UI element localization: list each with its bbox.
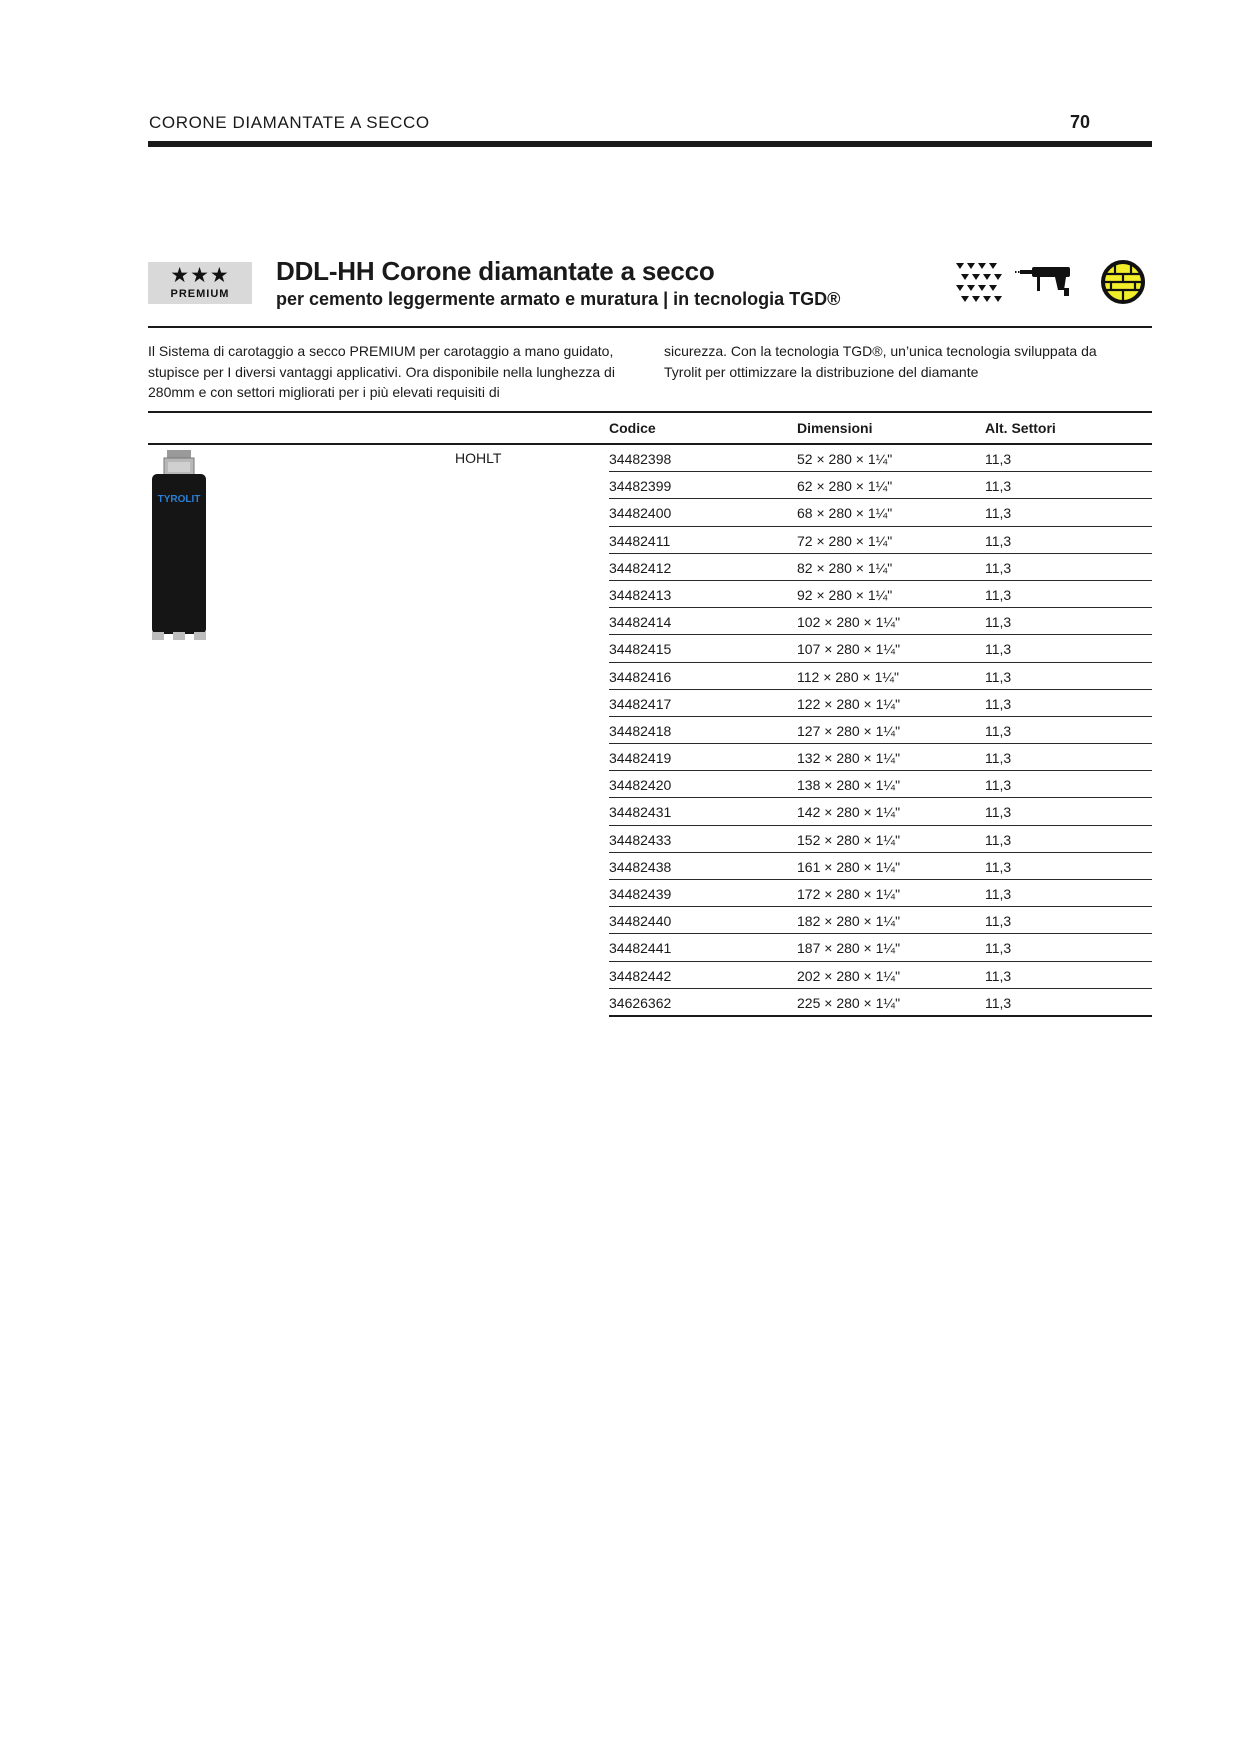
table-row bbox=[609, 554, 1152, 581]
cell-dimensions: 102 × 280 × 1¼" bbox=[797, 614, 901, 631]
cell-dimensions: 172 × 280 × 1¼" bbox=[797, 886, 901, 902]
product-title: DDL-HH Corone diamantate a secco bbox=[276, 256, 715, 286]
cell-dimensions: 122 × 280 × 1¼" bbox=[797, 695, 901, 712]
cell-segment-height: 11,3 bbox=[985, 750, 1012, 767]
table-row bbox=[609, 472, 1152, 499]
cell-code: 34482420 bbox=[609, 777, 672, 794]
cell-dimensions: 112 × 280 × 1¼" bbox=[797, 668, 900, 685]
table-row bbox=[609, 880, 1152, 907]
tyrolit-logo: TYROLIT bbox=[157, 494, 201, 505]
premium-badge bbox=[148, 262, 252, 304]
cell-dimensions: 187 × 280 × 1¼" bbox=[797, 940, 901, 957]
product-subtitle: per cemento leggermente armato e muratura | in tecnologia TGD® bbox=[276, 289, 841, 309]
cell-dimensions: 225 × 280 × 1¼" bbox=[797, 994, 901, 1011]
table-row bbox=[609, 853, 1152, 880]
cell-dimensions: 152 × 280 × 1¼" bbox=[797, 831, 901, 848]
cell-dimensions: 107 × 280 × 1¼" bbox=[797, 641, 901, 658]
description-rule bbox=[148, 411, 1152, 413]
cell-dimensions: 182 × 280 × 1¼" bbox=[797, 913, 901, 930]
description-column-1: Il Sistema di carotaggio a secco PREMIUM per carotaggio a mano guidato, stupisce per I diversi vantaggi applicativi. Ora disponibile nella lunghezza di 280mm e con settori migliorati per i più elevati requisiti di bbox=[148, 343, 615, 400]
cell-code: 34482441 bbox=[609, 940, 672, 957]
cell-segment-height: 11,3 bbox=[985, 559, 1012, 576]
table-row bbox=[609, 934, 1152, 961]
cell-segment-height: 11,3 bbox=[985, 695, 1012, 712]
type-label: HOHLT bbox=[455, 450, 502, 466]
cell-code: 34482415 bbox=[609, 641, 672, 658]
cell-code: 34482431 bbox=[609, 804, 672, 821]
description-column-2: sicurezza. Con la tecnologia TGD®, un’unica tecnologia sviluppata da Tyrolit per ottimizzare la distribuzione del diamante bbox=[664, 343, 1097, 380]
cell-dimensions: 72 × 280 × 1¼" bbox=[797, 532, 893, 549]
cell-segment-height: 11,3 bbox=[985, 994, 1012, 1011]
cell-code: 34482440 bbox=[609, 913, 672, 930]
reinforced-concrete-icon bbox=[956, 263, 1002, 302]
cell-dimensions: 161 × 280 × 1¼" bbox=[797, 858, 901, 875]
product-table bbox=[609, 445, 1152, 1017]
cell-dimensions: 132 × 280 × 1¼" bbox=[797, 750, 901, 767]
cell-dimensions: 142 × 280 × 1¼" bbox=[797, 804, 901, 821]
cell-segment-height: 11,3 bbox=[985, 913, 1012, 930]
cell-segment-height: 11,3 bbox=[985, 614, 1012, 631]
premium-stars: ★★★ bbox=[170, 264, 230, 287]
cell-dimensions: 68 × 280 × 1¼" bbox=[797, 505, 893, 522]
section-title: CORONE DIAMANTATE A SECCO bbox=[149, 113, 430, 132]
application-icons bbox=[955, 260, 1155, 310]
cell-segment-height: 11,3 bbox=[985, 967, 1012, 984]
cell-segment-height: 11,3 bbox=[985, 777, 1012, 794]
page-number: 70 bbox=[1069, 112, 1090, 132]
drill-icon bbox=[1015, 267, 1070, 296]
cell-code: 34482414 bbox=[609, 614, 672, 631]
table-row bbox=[609, 989, 1152, 1017]
table-row bbox=[609, 527, 1152, 554]
cell-dimensions: 138 × 280 × 1¼" bbox=[797, 777, 901, 794]
cell-code: 34482438 bbox=[609, 858, 672, 875]
table-row bbox=[609, 798, 1152, 825]
table-row bbox=[609, 962, 1152, 989]
cell-code: 34482419 bbox=[609, 750, 672, 767]
cell-segment-height: 11,3 bbox=[985, 831, 1012, 848]
cell-dimensions: 62 × 280 × 1¼" bbox=[797, 478, 893, 495]
column-header-code: Codice bbox=[609, 420, 656, 436]
cell-segment-height: 11,3 bbox=[985, 532, 1012, 549]
cell-code: 34482439 bbox=[609, 886, 672, 902]
header-rule bbox=[148, 141, 1152, 147]
cell-segment-height: 11,3 bbox=[985, 940, 1012, 957]
table-row bbox=[609, 717, 1152, 744]
cell-code: 34482412 bbox=[609, 559, 672, 576]
table-row bbox=[609, 826, 1152, 853]
heading-rule bbox=[148, 326, 1152, 328]
cell-dimensions: 92 × 280 × 1¼" bbox=[797, 586, 893, 603]
cell-dimensions: 202 × 280 × 1¼" bbox=[797, 967, 901, 984]
table-row bbox=[609, 663, 1152, 690]
table-row bbox=[609, 690, 1152, 717]
cell-segment-height: 11,3 bbox=[985, 451, 1012, 467]
table-row bbox=[609, 581, 1152, 608]
cell-code: 34482399 bbox=[609, 478, 672, 495]
cell-dimensions: 127 × 280 × 1¼" bbox=[797, 722, 901, 739]
cell-code: 34482418 bbox=[609, 722, 672, 739]
table-row bbox=[609, 907, 1152, 934]
table-row bbox=[609, 771, 1152, 798]
cell-code: 34482411 bbox=[609, 532, 671, 549]
cell-segment-height: 11,3 bbox=[985, 858, 1012, 875]
table-row bbox=[609, 608, 1152, 635]
cell-code: 34482398 bbox=[609, 451, 672, 467]
cell-segment-height: 11,3 bbox=[985, 804, 1012, 821]
table-row bbox=[609, 635, 1152, 662]
premium-label: PREMIUM bbox=[170, 288, 230, 300]
cell-segment-height: 11,3 bbox=[985, 478, 1012, 495]
cell-segment-height: 11,3 bbox=[985, 641, 1012, 658]
cell-code: 34482416 bbox=[609, 668, 672, 685]
cell-code: 34482442 bbox=[609, 967, 672, 984]
cell-segment-height: 11,3 bbox=[985, 886, 1012, 902]
core-bit-image bbox=[148, 450, 210, 650]
cell-code: 34482413 bbox=[609, 586, 672, 603]
cell-code: 34482400 bbox=[609, 505, 672, 522]
cell-segment-height: 11,3 bbox=[985, 722, 1012, 739]
table-row bbox=[609, 445, 1152, 472]
masonry-icon bbox=[1103, 262, 1143, 302]
cell-segment-height: 11,3 bbox=[985, 505, 1012, 522]
cell-code: 34482433 bbox=[609, 831, 672, 848]
cell-segment-height: 11,3 bbox=[985, 586, 1012, 603]
cell-segment-height: 11,3 bbox=[985, 668, 1012, 685]
cell-code: 34626362 bbox=[609, 994, 672, 1011]
cell-dimensions: 52 × 280 × 1¼" bbox=[797, 451, 893, 467]
table-row bbox=[609, 499, 1152, 526]
column-header-segment-height: Alt. Settori bbox=[985, 420, 1056, 436]
cell-dimensions: 82 × 280 × 1¼" bbox=[797, 559, 893, 576]
table-row bbox=[609, 744, 1152, 771]
cell-code: 34482417 bbox=[609, 695, 672, 712]
column-header-dimensions: Dimensioni bbox=[797, 420, 873, 436]
